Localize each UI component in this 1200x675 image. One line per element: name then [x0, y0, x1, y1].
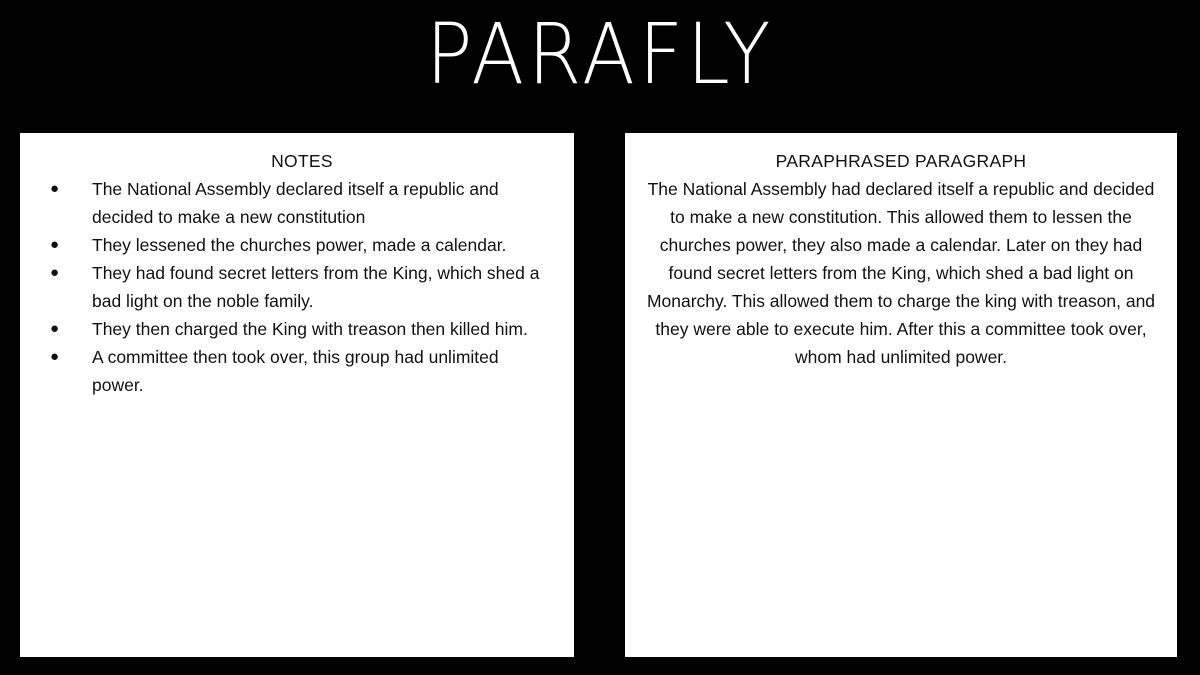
- notes-item: [50, 175, 554, 231]
- bullet-icon: ●: [50, 264, 60, 281]
- bullet-icon: ●: [50, 320, 60, 337]
- bullet-icon: ●: [50, 348, 60, 365]
- paraphrase-heading: PARAPHRASED PARAGRAPH: [775, 151, 1027, 171]
- notes-panel: [20, 133, 574, 657]
- paraphrase-panel: [625, 133, 1177, 657]
- notes-heading: NOTES: [271, 151, 333, 171]
- notes-list: [50, 175, 554, 399]
- bullet-icon: ●: [50, 236, 60, 253]
- bullet-icon: ●: [50, 180, 60, 197]
- notes-item: [50, 259, 554, 315]
- notes-item-text: The National Assembly declared itself a republic and decided to make a new constitution: [92, 179, 499, 227]
- notes-item-text: They lessened the churches power, made a calendar.: [92, 235, 507, 255]
- slide-title: PARAFLY: [425, 5, 775, 103]
- notes-item: [50, 343, 554, 399]
- notes-item: [50, 231, 554, 259]
- notes-item-text: They had found secret letters from the King, which shed a bad light on the noble family.: [92, 263, 540, 311]
- notes-item-text: A committee then took over, this group had unlimited power.: [92, 347, 499, 395]
- paraphrase-text: The National Assembly had declared itself a republic and decided to make a new constitution. This allowed them to lessen the churches power, they also made a calendar. Later on they had found secret letters from the King, which shed a bad light on Monarchy. This allowed them to charge the king with treason, and they were able to execute him. After this a committee took over, whom had unlimited power.: [646, 179, 1156, 367]
- notes-item: [50, 315, 554, 343]
- notes-item-text: They then charged the King with treason then killed him.: [92, 319, 528, 339]
